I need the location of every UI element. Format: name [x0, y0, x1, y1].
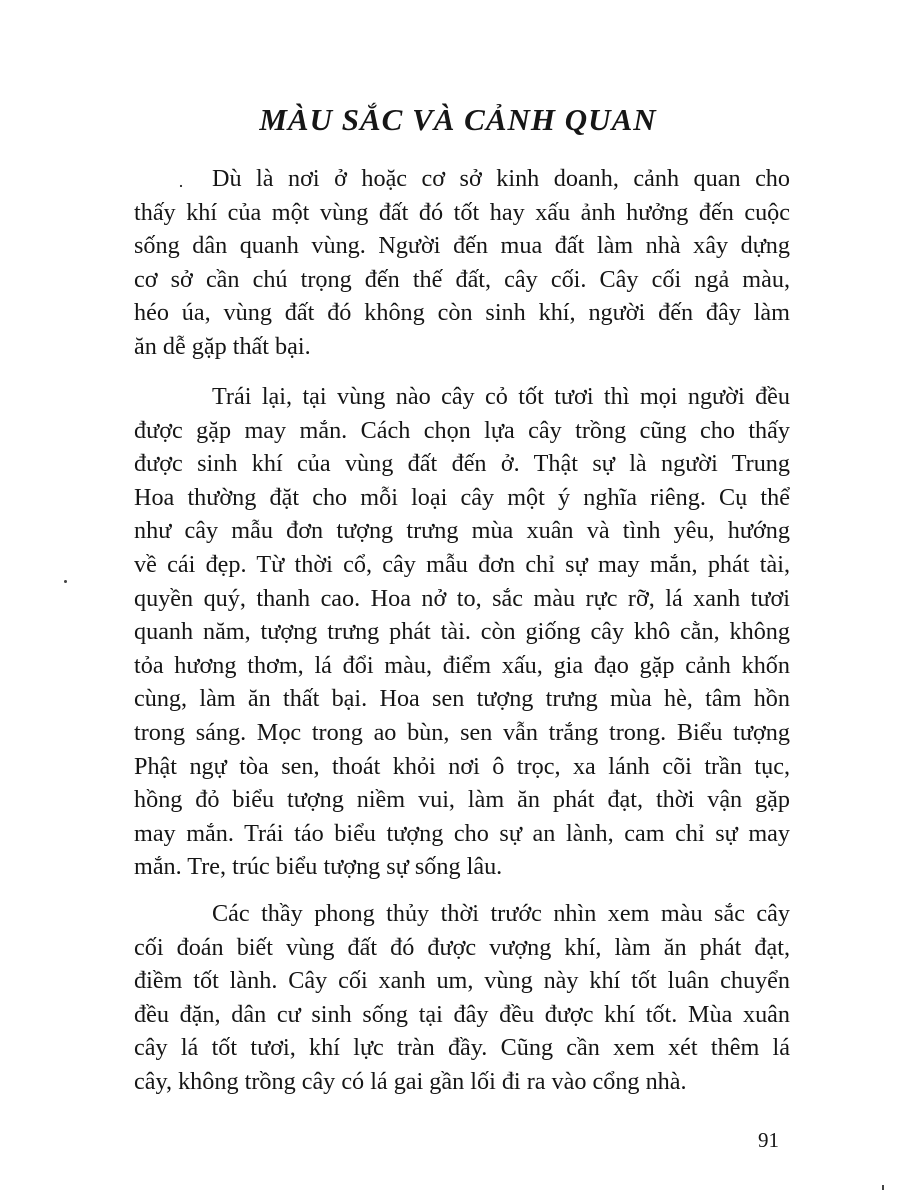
text-line: sống dân quanh vùng. Người đến mua đất làm nhà xây dựng — [134, 232, 790, 260]
text-line: quyền quý, thanh cao. Hoa nở to, sắc màu rực rỡ, lá xanh tươi — [134, 584, 790, 612]
text-line: Các thầy phong thủy thời trước nhìn xem màu sắc cây — [212, 900, 790, 927]
text-line: cùng, làm ăn thất bại. Hoa sen tượng trưng mùa hè, tâm hồn — [134, 685, 790, 713]
page-title: MÀU SẮC VÀ CẢNH QUAN — [259, 102, 657, 137]
scan-speck — [882, 1185, 884, 1190]
page-number: 91 — [758, 1128, 779, 1152]
text-line: được gặp may mắn. Cách chọn lựa cây trồng cũng cho thấy — [134, 416, 790, 444]
paragraph-1 — [134, 162, 790, 364]
text-line: cối đoán biết vùng đất đó được vượng khí, làm ăn phát đạt, — [134, 933, 790, 961]
text-line: Phật ngự tòa sen, thoát khỏi nơi ô trọc, xa lánh cõi trần tục, — [134, 752, 790, 780]
text-line: Trái lại, tại vùng nào cây cỏ tốt tươi thì mọi người đều — [212, 383, 790, 410]
text-line: quanh năm, tượng trưng phát tài. còn giống cây khô cằn, không — [134, 618, 790, 646]
text-line: như cây mẫu đơn tượng trưng mùa xuân và tình yêu, hướng — [134, 517, 790, 545]
paragraph-3 — [134, 897, 790, 1099]
text-line: Hoa thường đặt cho mỗi loại cây một ý nghĩa riêng. Cụ thể — [134, 483, 790, 511]
text-line: cây lá tốt tươi, khí lực tràn đầy. Cũng cần xem xét thêm lá — [134, 1034, 790, 1062]
text-line: đều đặn, dân cư sinh sống tại đây đều được khí tốt. Mùa xuân — [134, 1000, 790, 1028]
text-line: mắn. Tre, trúc biểu tượng sự sống lâu. — [134, 853, 503, 881]
text-line: điềm tốt lành. Cây cối xanh um, vùng này khí tốt luân chuyển — [134, 967, 790, 995]
text-line: ăn dễ gặp thất bại. — [134, 332, 311, 360]
text-line: Dù là nơi ở hoặc cơ sở kinh doanh, cảnh quan cho — [212, 165, 790, 192]
text-line: cây, không trồng cây có lá gai gần lối đi ra vào cổng nhà. — [134, 1067, 687, 1095]
text-line: thấy khí của một vùng đất đó tốt hay xấu ảnh hưởng đến cuộc — [134, 198, 790, 226]
paragraph-2 — [134, 380, 790, 884]
text-line: may mắn. Trái táo biểu tượng cho sự an lành, cam chỉ sự may — [134, 819, 790, 847]
stray-mark: · — [178, 176, 184, 196]
text-line: héo úa, vùng đất đó không còn sinh khí, người đến đây làm — [134, 299, 790, 327]
text-line: được sinh khí của vùng đất đến ở. Thật sự là người Trung — [134, 450, 790, 478]
text-line: hồng đỏ biểu tượng niềm vui, làm ăn phát đạt, thời vận gặp — [134, 786, 790, 814]
text-line: cơ sở cần chú trọng đến thế đất, cây cối. Cây cối ngả màu, — [134, 265, 790, 293]
text-line: tỏa hương thơm, lá đổi màu, điểm xấu, gia đạo gặp cảnh khốn — [134, 651, 790, 679]
text-line: trong sáng. Mọc trong ao bùn, sen vẫn trắng trong. Biểu tượng — [134, 718, 790, 746]
scan-speck — [64, 580, 67, 583]
text-line: về cái đẹp. Từ thời cổ, cây mẫu đơn chỉ sự may mắn, phát tài, — [134, 550, 790, 578]
